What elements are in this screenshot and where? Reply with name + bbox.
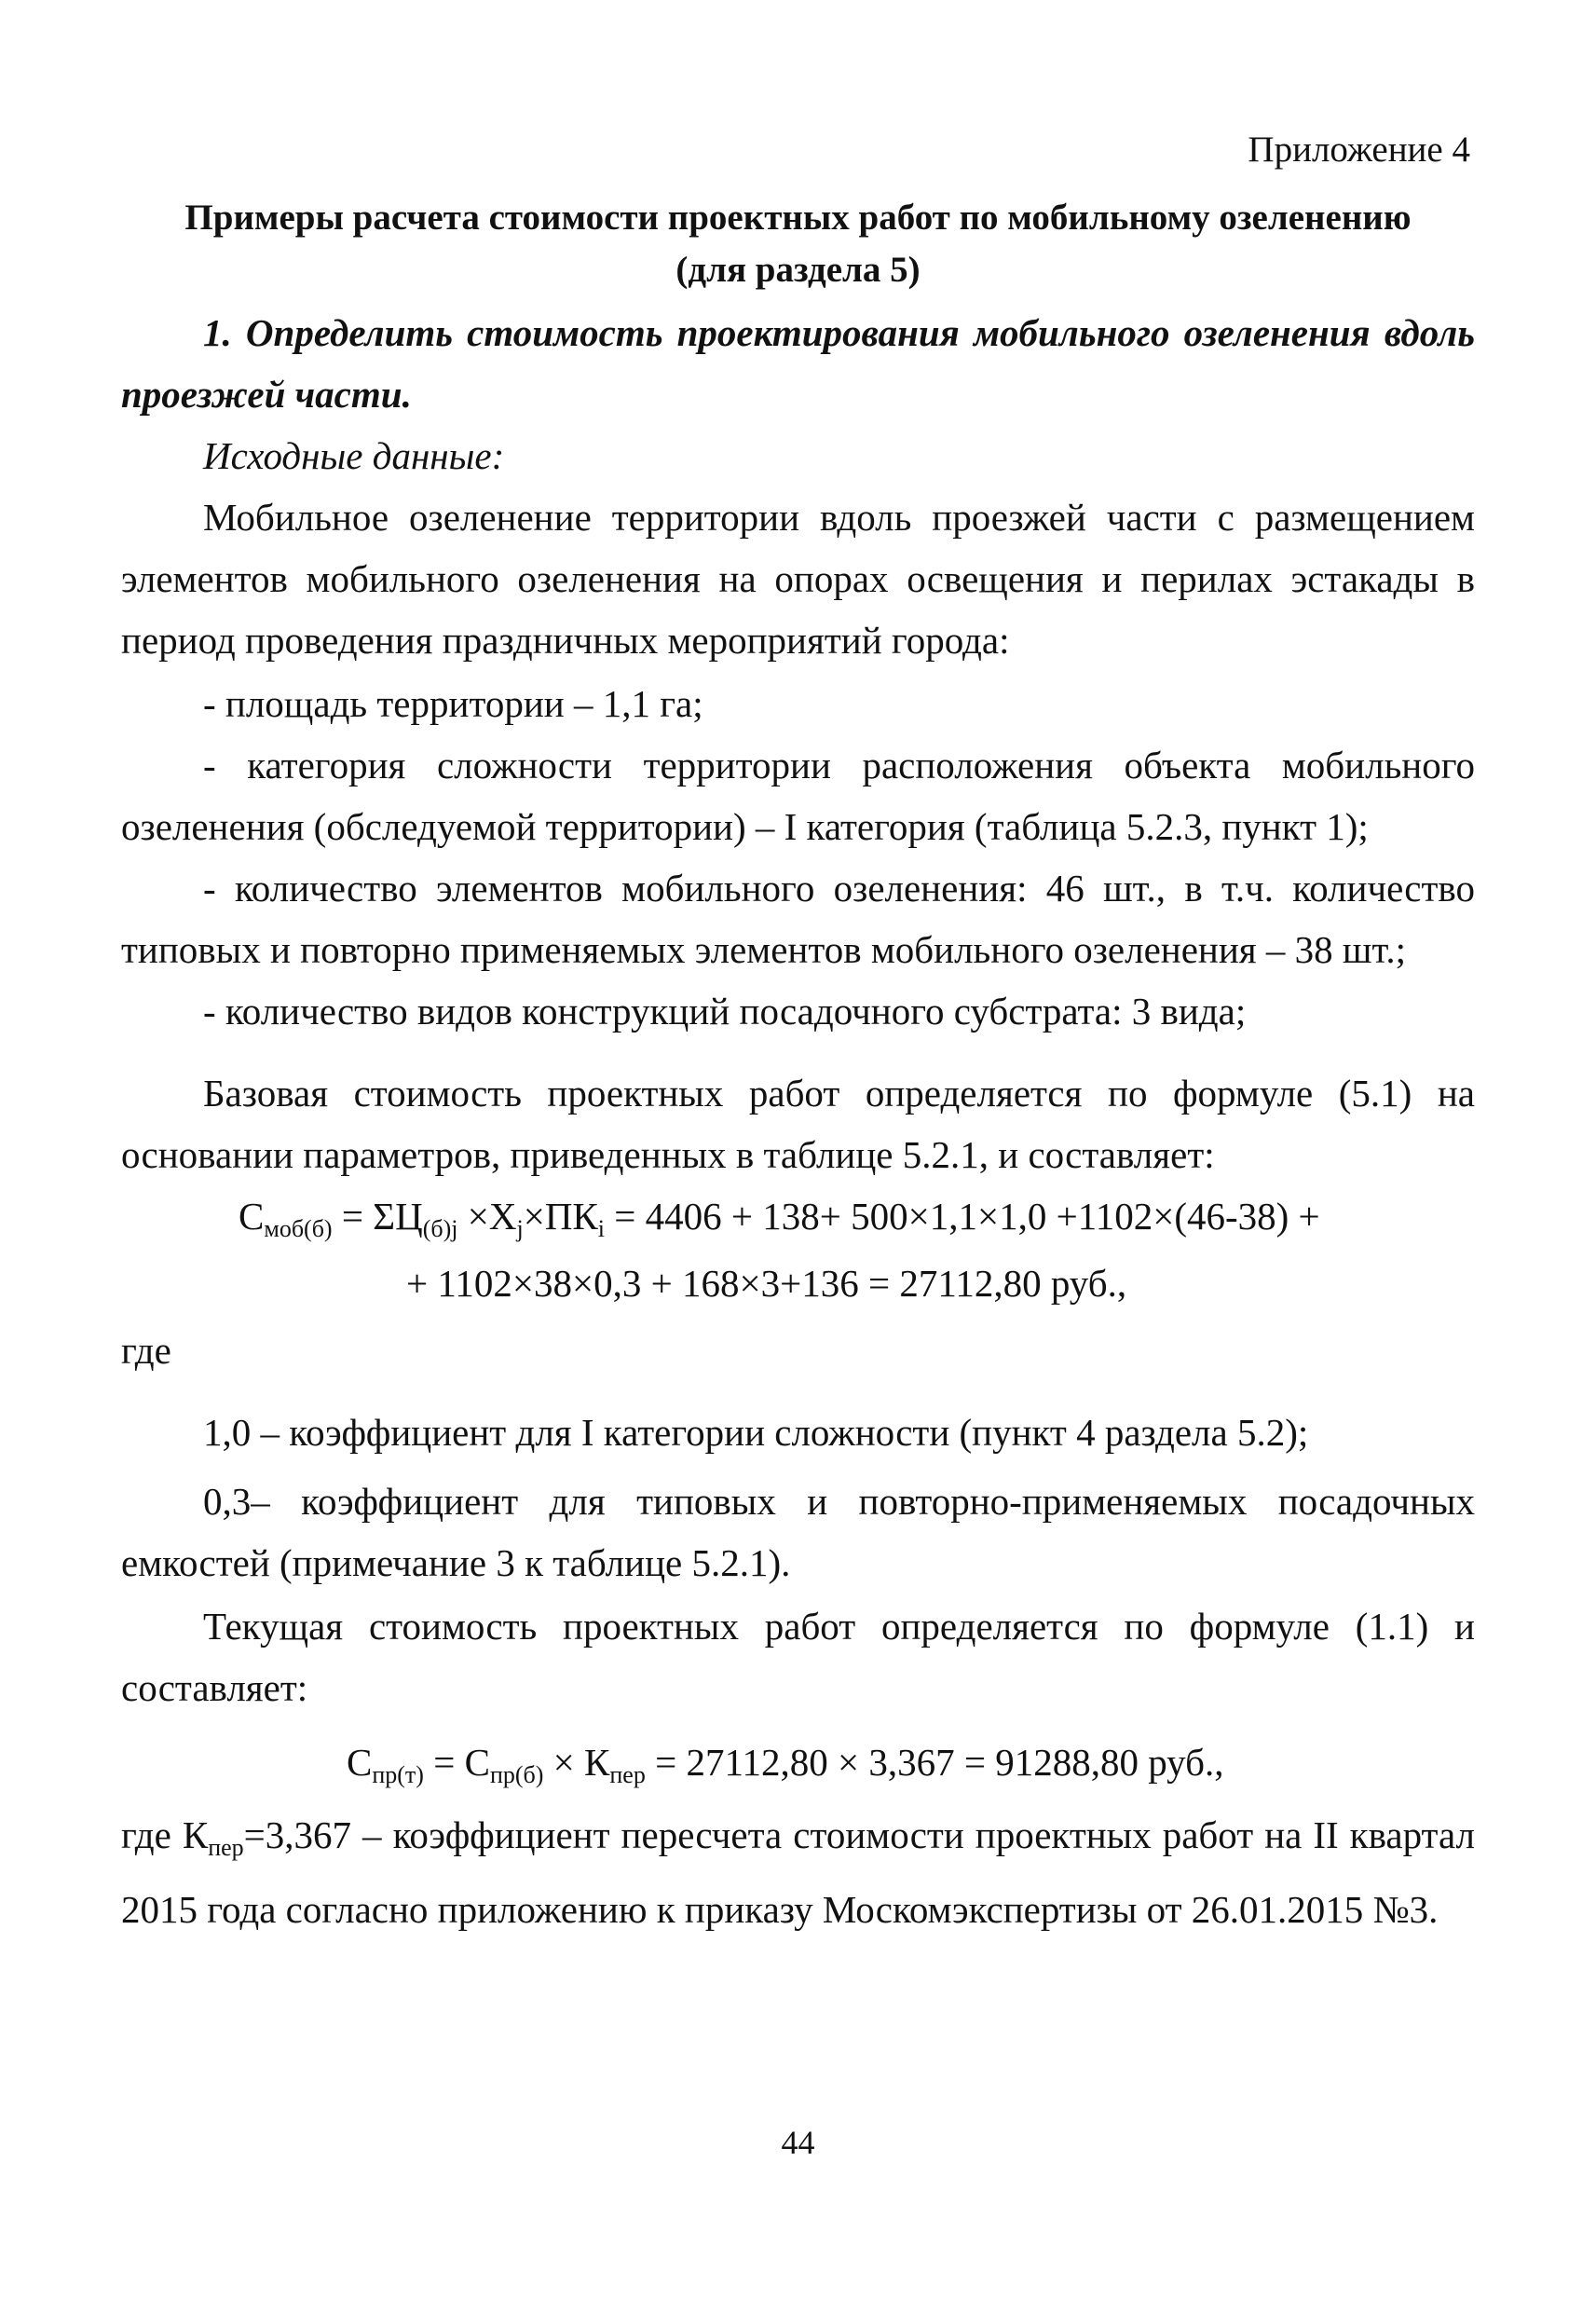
formula-base-cost-line-2: + 1102×38×0,3 + 168×3+136 = 27112,80 руб., (406, 1262, 1127, 1305)
formula-subscript: j (516, 1215, 524, 1242)
title-line-2: (для раздела 5) (675, 250, 921, 290)
formula-symbol: = С (423, 1741, 490, 1784)
base-cost-paragraph: Базовая стоимость проектных работ определяется по формуле (5.1) на основании параметров, приведенных в таблице 5.2.1, и составляет: (121, 1072, 1475, 1176)
formula-symbol: = ΣЦ (332, 1195, 423, 1238)
formula-symbol: × К (543, 1741, 610, 1784)
task-heading-text: 1. Определить стоимость проектирования мобильного озеленения вдоль проезжей части. (121, 311, 1475, 416)
coefficient-typical: 0,3– коэффициент для типовых и повторно-применяемых посадочных емкостей (примечание 3 к таблице 5.2.1). (121, 1480, 1475, 1584)
formula-subscript: пр(т) (372, 1761, 424, 1788)
source-data-label: Исходные данные: (203, 434, 505, 477)
appendix-label: Приложение 4 (1248, 130, 1470, 170)
title-line-1: Примеры расчета стоимости проектных работ по мобильному озеленению (184, 198, 1412, 238)
formula-subscript: пр(б) (489, 1761, 544, 1788)
param-substrate-types: - количество видов конструкций посадочного субстрата: 3 вида; (203, 990, 1247, 1033)
description-paragraph: Мобильное озеленение территории вдоль проезжей части с размещением элементов мобильного озеленения на опорах освещения и перилах эстакады в период проведения праздничных мероприятий города: (121, 496, 1475, 662)
formula-subscript: моб(б) (264, 1215, 333, 1242)
formula-symbol: С (347, 1741, 373, 1784)
document-title (121, 192, 1475, 296)
where-label: где (121, 1329, 171, 1372)
current-cost-paragraph: Текущая стоимость проектных работ определяется по формуле (1.1) и составляет: (121, 1605, 1475, 1709)
task-heading (121, 302, 1475, 425)
recalc-coefficient-note (121, 1804, 1475, 1940)
formula-subscript: пер (609, 1761, 646, 1788)
formula-rhs: = 4406 + 138+ 500×1,1×1,0 +1102×(46-38) + (605, 1195, 1320, 1238)
formula-subscript: i (597, 1215, 606, 1242)
coefficient-category: 1,0 – коэффициент для I категории сложности (пункт 4 раздела 5.2); (203, 1411, 1309, 1454)
note-text: =3,367 – коэффициент пересчета стоимости проектных работ на II квартал 2015 года согласно приложению к приказу Москомэкспертизы от 26.01.2015 №3. (121, 1813, 1475, 1931)
formula-subscript: (б)j (422, 1215, 458, 1242)
param-category: - категория сложности территории расположения объекта мобильного озеленения (обследуемой территории) – I категория (таблица 5.2.3, пункт 1); (121, 744, 1475, 848)
formula-symbol: ×ПК (523, 1195, 598, 1238)
note-prefix: где К (121, 1813, 209, 1856)
note-subscript: пер (208, 1834, 244, 1861)
formula-rhs: = 27112,80 × 3,367 = 91288,80 руб., (645, 1741, 1224, 1784)
formula-symbol: С (239, 1195, 265, 1238)
param-area: - площадь территории – 1,1 га; (203, 682, 703, 725)
formula-symbol: ×Х (457, 1195, 517, 1238)
formula-current-cost (347, 1731, 1224, 1806)
formula-base-cost-line-1 (239, 1185, 1320, 1260)
page-number: 44 (781, 2124, 815, 2161)
param-elements-count: - количество элементов мобильного озеленения: 46 шт., в т.ч. количество типовых и повторно применяемых элементов мобильного озеленения – 38 шт.; (121, 867, 1475, 971)
